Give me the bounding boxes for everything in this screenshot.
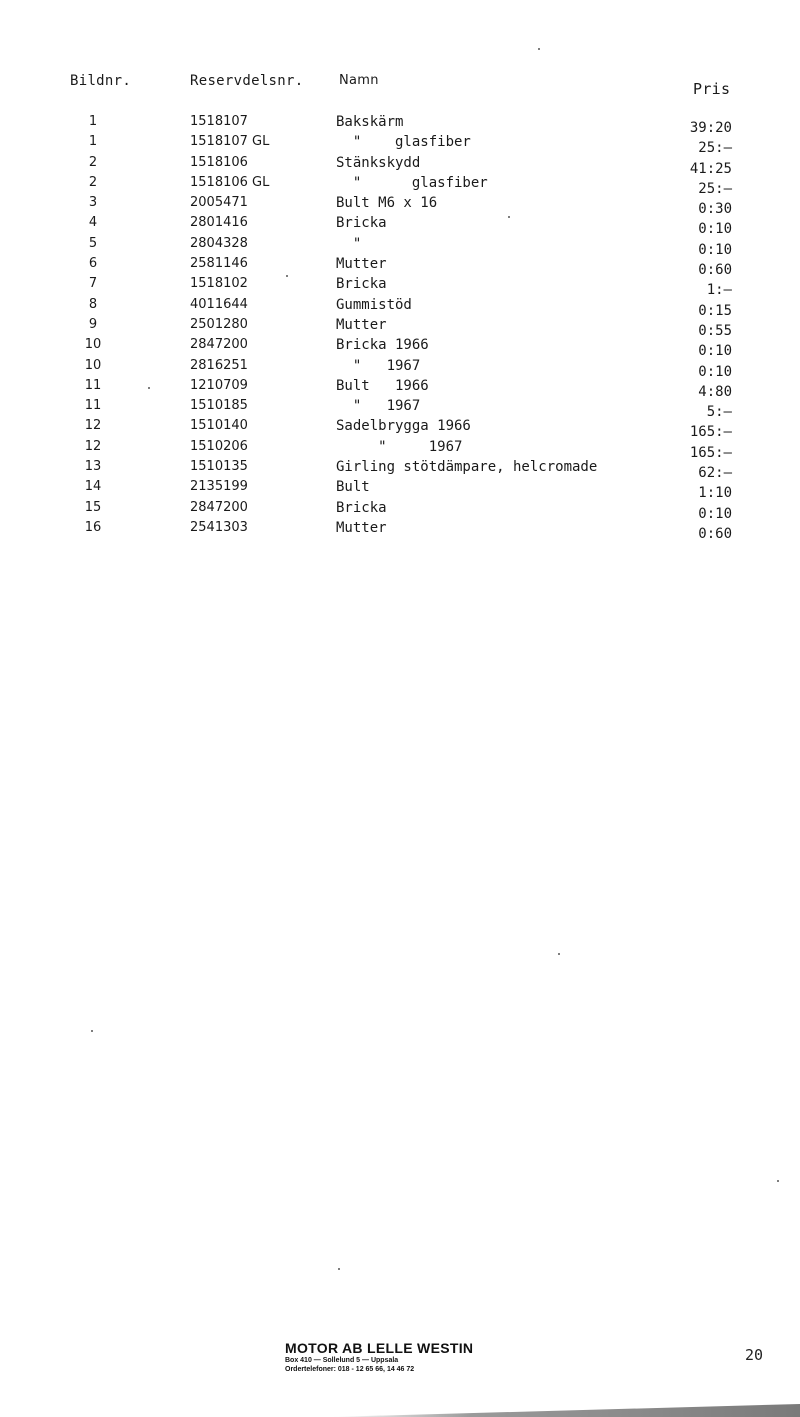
row-pris: 39:20 bbox=[689, 120, 732, 136]
row-pris: 0:60 bbox=[698, 525, 732, 542]
row-bildnr: 1 bbox=[88, 134, 98, 150]
row-namn: Bricka bbox=[336, 215, 387, 232]
row-pris: 41:25 bbox=[689, 160, 732, 177]
row-pris: 1:10 bbox=[698, 485, 732, 502]
row-reservdelsnr: 2804328 bbox=[190, 235, 248, 251]
table-row bbox=[0, 500, 800, 520]
row-pris: 25:— bbox=[698, 140, 732, 157]
header-bildnr: Bildnr. bbox=[70, 73, 132, 89]
row-namn: " glasfiber bbox=[336, 174, 488, 191]
table-row bbox=[0, 398, 800, 421]
scan-speck bbox=[91, 1030, 93, 1032]
row-namn: Mutter bbox=[336, 316, 387, 333]
page-number: 20 bbox=[745, 1346, 764, 1364]
row-reservdelsnr: 2847200 bbox=[190, 337, 248, 353]
row-reservdelsnr: 2816251 bbox=[190, 357, 248, 373]
row-reservdelsnr: 2005471 bbox=[190, 195, 248, 211]
table-row bbox=[0, 297, 800, 317]
row-reservdelsnr: 1510185 bbox=[190, 398, 248, 414]
row-namn: Mutter bbox=[336, 256, 387, 273]
row-namn: " 1967 bbox=[336, 398, 421, 415]
table-row bbox=[0, 459, 800, 482]
row-bildnr: 11 bbox=[84, 377, 102, 393]
scan-speck bbox=[286, 275, 288, 277]
footer bbox=[285, 1340, 473, 1374]
table-row bbox=[0, 520, 800, 540]
table-row bbox=[0, 378, 800, 398]
table-row bbox=[0, 439, 800, 459]
scan-speck bbox=[538, 48, 540, 50]
row-reservdelsnr: 1210709 bbox=[190, 377, 248, 393]
scan-edge-shadow bbox=[330, 1404, 800, 1417]
header-namn: Namn bbox=[339, 73, 379, 88]
row-namn: Stänkskydd bbox=[336, 154, 421, 171]
table-row bbox=[0, 155, 800, 175]
row-reservdelsnr: 2541303 bbox=[190, 519, 248, 535]
row-pris: 0:30 bbox=[698, 201, 732, 218]
row-pris: 25:— bbox=[698, 180, 732, 197]
row-pris: 0:10 bbox=[698, 363, 732, 380]
row-reservdelsnr: 2135199 bbox=[190, 479, 248, 495]
row-reservdelsnr: 1518106 bbox=[190, 154, 248, 170]
company-address: Box 410 — Sollelund 5 — Uppsala bbox=[285, 1357, 399, 1364]
row-namn: Bult bbox=[336, 479, 370, 496]
row-reservdelsnr: 1510140 bbox=[190, 418, 248, 434]
table-row bbox=[0, 215, 800, 238]
row-namn: Bult M6 x 16 bbox=[336, 195, 438, 212]
row-namn: " glasfiber bbox=[336, 134, 471, 151]
row-namn: Bricka 1966 bbox=[336, 337, 429, 354]
row-reservdelsnr: 1518107 bbox=[190, 114, 248, 129]
row-pris: 5:— bbox=[706, 404, 732, 421]
row-namn: " 1967 bbox=[336, 357, 421, 374]
company-name: MOTOR AB LELLE WESTIN bbox=[285, 1340, 474, 1356]
row-reservdelsnr: 1510135 bbox=[190, 459, 248, 475]
table-row bbox=[0, 175, 800, 195]
row-reservdelsnr: 2801416 bbox=[190, 215, 248, 231]
row-bildnr: 15 bbox=[84, 499, 102, 515]
row-namn: " 1967 bbox=[336, 438, 463, 455]
header-reservdelsnr: Reservdelsnr. bbox=[190, 73, 304, 89]
row-pris: 0:10 bbox=[698, 505, 732, 522]
company-phones: Ordertelefoner: 018 - 12 65 66, 14 46 72 bbox=[285, 1366, 415, 1373]
row-pris: 0:15 bbox=[698, 302, 732, 319]
row-pris: 165:— bbox=[689, 444, 732, 461]
row-bildnr: 4 bbox=[88, 215, 98, 231]
parts-table bbox=[0, 114, 800, 540]
row-reservdelsnr: 1518106 GL bbox=[190, 174, 270, 190]
row-namn: Gummistöd bbox=[336, 296, 412, 313]
row-namn: Bricka bbox=[336, 499, 387, 516]
scan-speck bbox=[558, 953, 560, 955]
table-row bbox=[0, 256, 800, 279]
row-bildnr: 9 bbox=[88, 316, 98, 332]
row-pris: 4:80 bbox=[698, 383, 732, 400]
row-bildnr: 12 bbox=[84, 438, 102, 454]
table-row bbox=[0, 195, 800, 218]
table-row bbox=[0, 317, 800, 337]
row-namn: Bakskärm bbox=[336, 114, 404, 130]
row-bildnr: 13 bbox=[84, 459, 102, 475]
table-row bbox=[0, 337, 800, 360]
row-bildnr: 10 bbox=[84, 337, 102, 353]
row-reservdelsnr: 1518107 GL bbox=[190, 134, 270, 150]
row-pris: 0:10 bbox=[698, 241, 732, 258]
row-pris: 0:60 bbox=[698, 262, 732, 279]
row-namn: Mutter bbox=[336, 519, 387, 536]
scan-speck bbox=[777, 1180, 779, 1182]
row-pris: 0:55 bbox=[698, 322, 732, 339]
table-row bbox=[0, 479, 800, 502]
scan-speck bbox=[148, 387, 150, 389]
row-namn: Bricka bbox=[336, 276, 387, 293]
table-row bbox=[0, 134, 800, 157]
scan-speck bbox=[508, 216, 510, 218]
table-row bbox=[0, 418, 800, 441]
table-row bbox=[0, 114, 800, 134]
table-row bbox=[0, 236, 800, 256]
scan-speck bbox=[338, 1268, 340, 1270]
row-bildnr: 12 bbox=[84, 418, 102, 434]
row-pris: 0:10 bbox=[698, 221, 732, 238]
row-pris: 1:— bbox=[706, 282, 732, 299]
row-namn: Bult 1966 bbox=[336, 377, 429, 394]
header-pris: Pris bbox=[693, 80, 731, 98]
row-pris: 0:10 bbox=[698, 343, 732, 360]
row-pris: 62:— bbox=[698, 465, 732, 482]
row-pris: 165:— bbox=[689, 424, 732, 441]
row-bildnr: 1 bbox=[88, 114, 98, 129]
row-reservdelsnr: 1510206 bbox=[190, 438, 248, 454]
row-namn: " bbox=[336, 235, 362, 252]
row-reservdelsnr: 2847200 bbox=[190, 499, 248, 515]
row-reservdelsnr: 2581146 bbox=[190, 256, 248, 272]
row-bildnr: 8 bbox=[88, 296, 98, 312]
row-bildnr: 5 bbox=[88, 235, 98, 251]
row-bildnr: 14 bbox=[84, 479, 102, 495]
row-bildnr: 10 bbox=[84, 357, 102, 373]
row-bildnr: 2 bbox=[88, 154, 98, 170]
row-bildnr: 6 bbox=[88, 256, 98, 272]
table-row bbox=[0, 358, 800, 378]
row-bildnr: 16 bbox=[84, 519, 102, 535]
row-namn: Sadelbrygga 1966 bbox=[336, 418, 471, 435]
row-bildnr: 7 bbox=[88, 276, 98, 292]
row-reservdelsnr: 1518102 bbox=[190, 276, 248, 292]
row-bildnr: 11 bbox=[84, 398, 102, 414]
row-bildnr: 3 bbox=[88, 195, 98, 211]
row-reservdelsnr: 4011644 bbox=[190, 296, 248, 312]
row-reservdelsnr: 2501280 bbox=[190, 316, 248, 332]
row-namn: Girling stötdämpare, helcromade bbox=[336, 459, 598, 476]
table-row bbox=[0, 276, 800, 299]
row-bildnr: 2 bbox=[88, 174, 98, 190]
